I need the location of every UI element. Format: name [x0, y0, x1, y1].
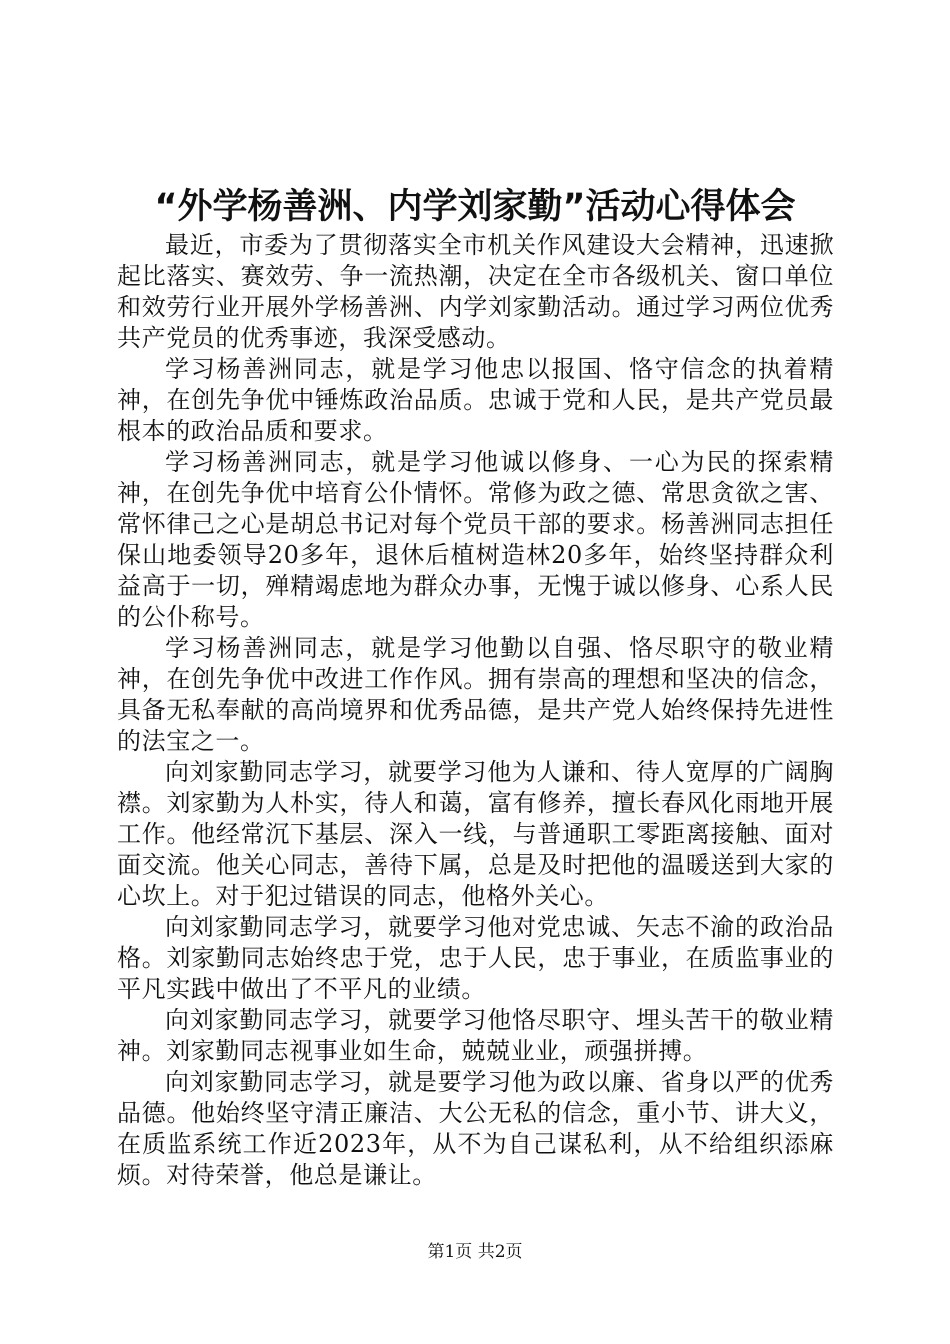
- paragraph: 向刘家勤同志学习，就要学习他对党忠诚、矢志不渝的政治品格。刘家勤同志始终忠于党，忠于人民，忠于事业，在质监事业的平凡实践中做出了不平凡的业绩。: [117, 913, 834, 1003]
- paragraph: 向刘家勤同志学习，就要学习他为人谦和、待人宽厚的广阔胸襟。刘家勤为人朴实，待人和蔼，富有修养，擅长春风化雨地开展工作。他经常沉下基层、深入一线，与普通职工零距离接触、面对面交流。他关心同志，善待下属，总是及时把他的温暖送到大家的心坎上。对于犯过错误的同志，他格外关心。: [117, 758, 834, 910]
- paragraph: 最近，市委为了贯彻落实全市机关作风建设大会精神，迅速掀起比落实、赛效劳、争一流热潮，决定在全市各级机关、窗口单位和效劳行业开展外学杨善洲、内学刘家勤活动。通过学习两位优秀共产党员的优秀事迹，我深受感动。: [117, 231, 834, 352]
- paragraph: 学习杨善洲同志，就是学习他忠以报国、恪守信念的执着精神，在创先争优中锤炼政治品质。忠诚于党和人民，是共产党员最根本的政治品质和要求。: [117, 355, 834, 445]
- paragraph: 向刘家勤同志学习，就要学习他恪尽职守、埋头苦干的敬业精神。刘家勤同志视事业如生命，兢兢业业，顽强拼搏。: [117, 1006, 834, 1065]
- document-body: [117, 230, 834, 1191]
- page-footer: 第1页 共2页: [427, 1242, 523, 1262]
- paragraph: 学习杨善洲同志，就是学习他诚以修身、一心为民的探索精神，在创先争优中培育公仆情怀。常修为政之德、常思贪欲之害、常怀律己之心是胡总书记对每个党员干部的要求。杨善洲同志担任保山地委领导20多年，退休后植树造林20多年，始终坚持群众利益高于一切，殚精竭虑地为群众办事，无愧于诚以修身、心系人民的公仆称号。: [117, 448, 834, 631]
- paragraph: 学习杨善洲同志，就是学习他勤以自强、恪尽职守的敬业精神，在创先争优中改进工作作风。拥有崇高的理想和坚决的信念，具备无私奉献的高尚境界和优秀品德，是共产党人始终保持先进性的法宝之一。: [117, 634, 834, 755]
- document-title: “外学杨善洲、内学刘家勤”活动心得体会: [154, 187, 796, 227]
- paragraph: 向刘家勤同志学习，就是要学习他为政以廉、省身以严的优秀品德。他始终坚守清正廉洁、大公无私的信念，重小节、讲大义，在质监系统工作近2023年，从不为自己谋私利，从不给组织添麻烦。对待荣誉，他总是谦让。: [117, 1068, 834, 1189]
